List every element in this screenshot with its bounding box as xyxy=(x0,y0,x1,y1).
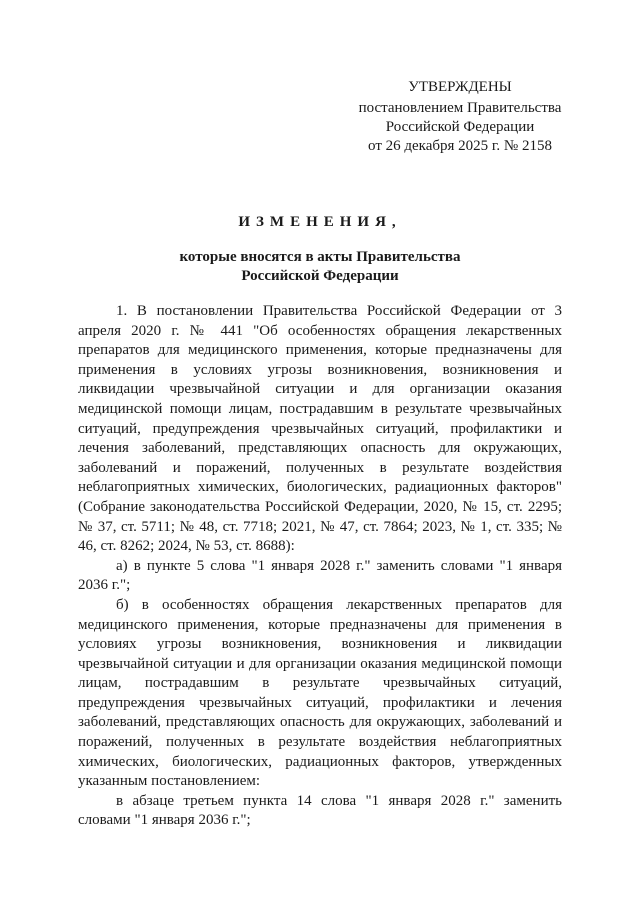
paragraph-1: 1. В постановлении Правительства Российской Федерации от 3 апреля 2020 г. № 441 "Об особенностях обращения лекарственных препаратов для медицинского применения, которые предназначены для применения в условиях угрозы возникновения, возникновения и ликвидации чрезвычайной ситуации и для организации оказания медицинской помощи лицам, пострадавшим в результате чрезвычайных ситуаций, предупреждения чрезвычайных ситуаций, профилактики и лечения заболеваний, представляющих опасность для окружающих, заболеваний и поражений, полученных в результате воздействия неблагоприятных химических, биологических, радиационных факторов" (Собрание законодательства Российской Федерации, 2020, № 15, ст. 2295; № 37, ст. 5711; № 48, ст. 7718; 2021, № 47, ст. 7864; 2023, № 1, ст. 335; № 46, ст. 8262; 2024, № 53, ст. 8688): xyxy=(78,303,562,555)
approval-line-2: Российской Федерации xyxy=(385,119,535,135)
approval-line-3: от 26 декабря 2025 г. № 2158 xyxy=(368,138,552,154)
subtitle-line-1: которые вносятся в акты Правительства xyxy=(179,249,461,265)
approval-block xyxy=(340,78,580,156)
document-subtitle xyxy=(78,248,562,286)
approval-line-1: постановлением Правительства xyxy=(358,100,562,116)
paragraph-4: в абзаце третьем пункта 14 слова "1 января 2028 г." заменить словами "1 января 2036 г."; xyxy=(78,792,562,829)
document-title-block xyxy=(78,212,562,286)
document-body xyxy=(78,302,562,831)
subtitle-line-2: Российской Федерации xyxy=(241,268,399,284)
paragraph-3: б) в особенностях обращения лекарственных препаратов для медицинского применения, которые предназначены для применения в условиях угрозы возникновения, возникновения и ликвидации чрезвычайной ситуации и для организации оказания медицинской помощи лицам, пострадавшим в результате чрезвычайных ситуаций, предупреждения чрезвычайных ситуаций, профилактики и лечения заболеваний, представляющих опасность для окружающих, заболеваний и поражений, полученных в результате воздействия неблагоприятных химических, биологических, радиационных факторов, утвержденных указанным постановлением: xyxy=(78,596,562,790)
approval-status: УТВЕРЖДЕНЫ xyxy=(408,79,512,95)
document-title: ИЗМЕНЕНИЯ, xyxy=(238,214,402,230)
paragraph-2: а) в пункте 5 слова "1 января 2028 г." заменить словами "1 января 2036 г."; xyxy=(78,557,562,594)
